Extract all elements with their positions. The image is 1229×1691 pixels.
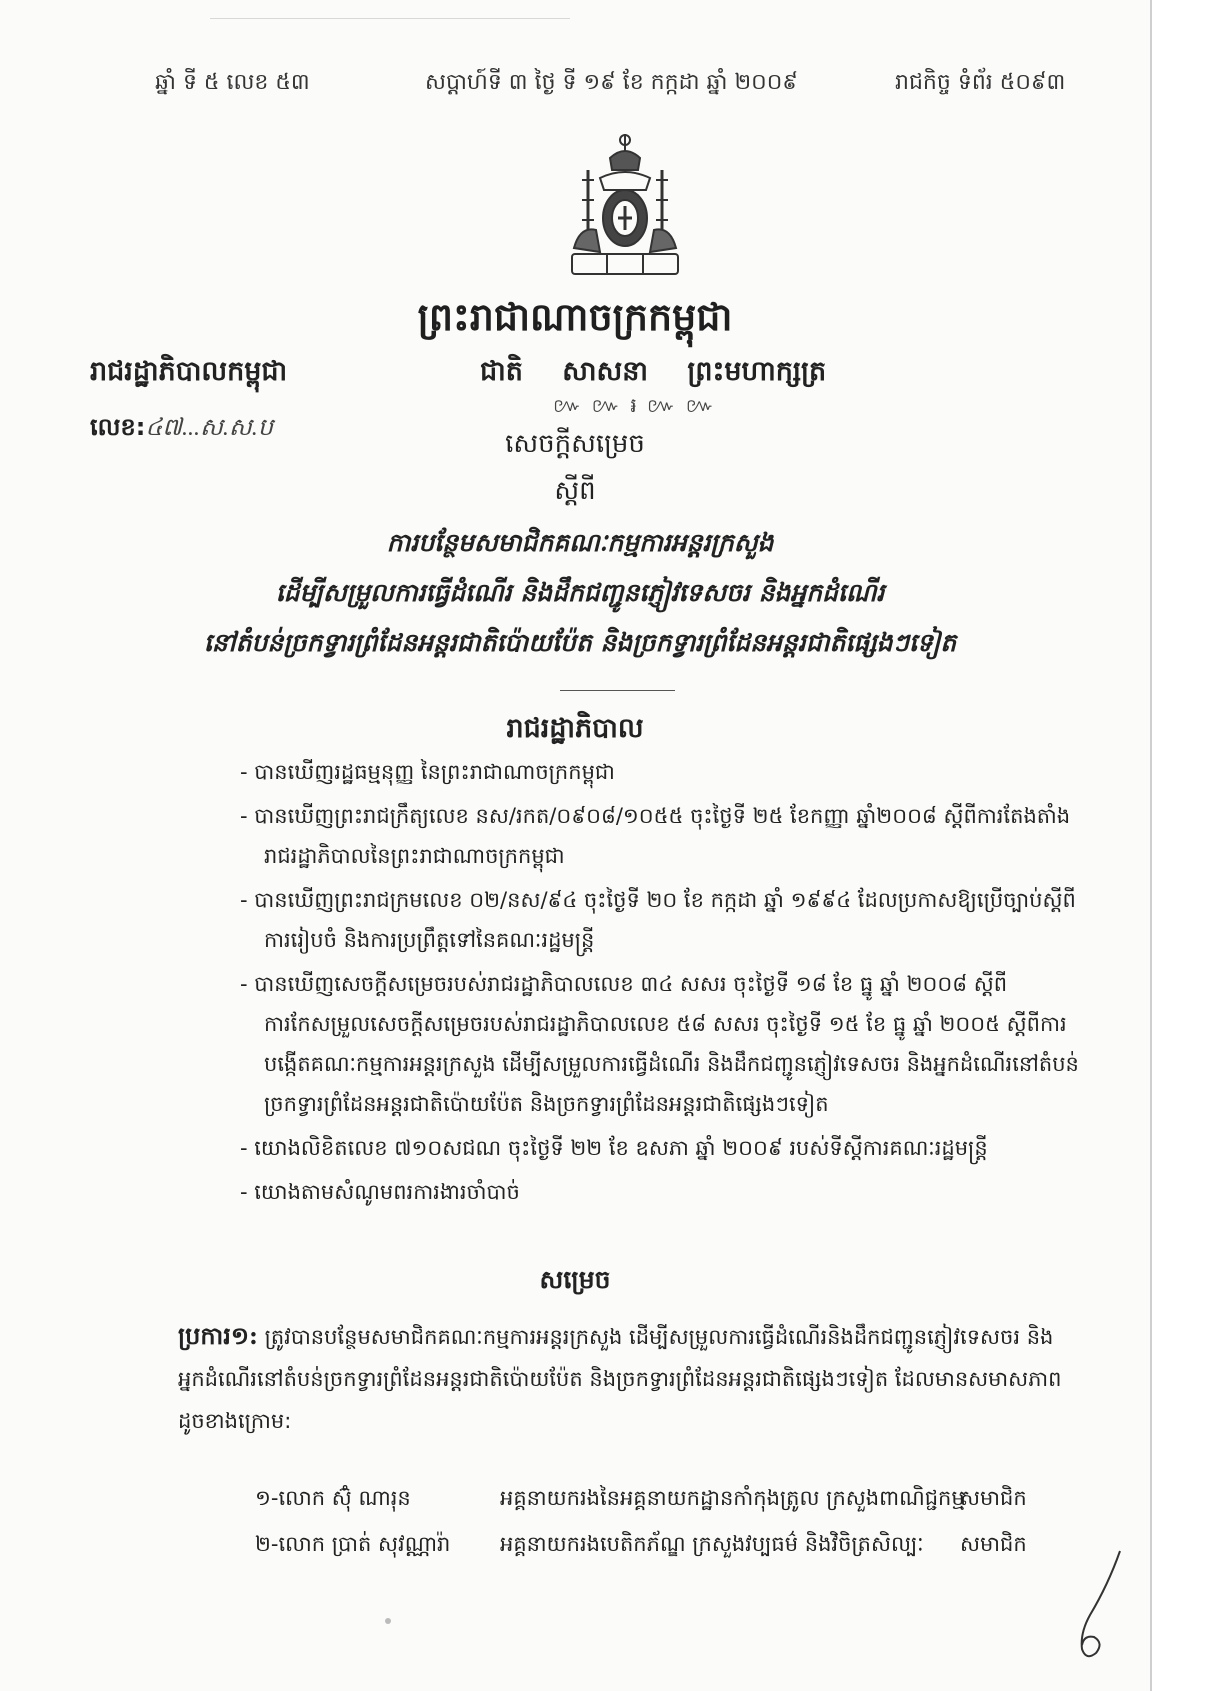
decision-title-line-1: ការបន្ថែមសមាជិកគណៈកម្មការអន្តរក្រសួង (386, 528, 774, 557)
article-1 (178, 1315, 1078, 1442)
document-type: សេចក្តីសម្រេច (505, 429, 645, 459)
member-name: ២-លោក ប្រាត់ សុវណ្ណារ៉ា (255, 1532, 451, 1556)
consideration-item: - យោងលិខិតលេខ ៧១០សជណ ចុះថ្ងៃទី ២២ ខែ ឧសភា ឆ្នាំ ២០០៩ របស់ទីស្តីការគណៈរដ្ឋមន្ត្រី (240, 1136, 988, 1160)
consideration-item: - បានឃើញព្រះរាជក្រមលេខ ០២/នស/៩៤ ចុះថ្ងៃទី ២០ ខែ កក្កដា ឆ្នាំ ១៩៩៤ ដែលប្រកាសឱ្យប្រើច្បាប់ស្តីពីការរៀបចំ និងការប្រព្រឹត្តទៅនៃគណៈរដ្ឋមន្ត្រី (240, 888, 1076, 952)
government-heading: រាជរដ្ឋាភិបាល (506, 713, 644, 744)
handwritten-initial-icon (1060, 1545, 1130, 1665)
member-position: អគ្គនាយករងនៃអគ្គនាយកដ្ឋានកាំកុងត្រូល ក្រសួងពាណិជ្ជកម្ម (500, 1486, 965, 1510)
consideration-item: - បានឃើញរដ្ឋធម្មនុញ្ញ នៃព្រះរាជាណាចក្រកម្ពុជា (240, 760, 615, 784)
gazette-page-number: រាជកិច្ច ទំព័រ ៥០៩៣ (895, 70, 1066, 95)
decision-title-line-3: នៅតំបន់ច្រកទ្វារព្រំដែនអន្តរជាតិប៉ោយប៉ែត និងច្រកទ្វារព្រំដែនអន្តរជាតិផ្សេងៗទៀត (203, 628, 957, 657)
consideration-item: - យោងតាមសំណូមពរការងារចាំបាច់ (240, 1180, 520, 1204)
about-label: ស្តីពី (554, 476, 596, 506)
article-1-text: ត្រូវបានបន្ថែមសមាជិកគណៈកម្មការអន្តរក្រសួង ដើម្បីសម្រួលការធ្វើដំណើរនិងដឹកជញ្ជូនភ្ញៀវទេសចរ និងអ្នកដំណើរនៅតំបន់ច្រកទ្វារព្រំដែនអន្តរជាតិប៉ោយប៉ែត និងច្រកទ្វារព្រំដែនអន្តរជាតិផ្សេងៗទៀត ដែលមានសមាសភាព ដូចខាងក្រោម: (178, 1325, 1062, 1433)
member-name: ១-លោក ស៊ុំ ណារុន (255, 1486, 411, 1510)
decision-title-line-2: ដើម្បីសម្រួលការធ្វើដំណើរ និងដឹកជញ្ជូនភ្ញៀវទេសចរ និងអ្នកដំណើរ (275, 578, 885, 607)
scan-line (210, 18, 570, 19)
article-1-label: ប្រការ១: (178, 1321, 258, 1350)
member-row (255, 1531, 1075, 1577)
issuer-name: រាជរដ្ឋាភិបាលកម្ពុជា (90, 356, 288, 387)
member-row (255, 1485, 1075, 1531)
kingdom-title: ព្រះរាជាណាចក្រកម្ពុជា (417, 294, 733, 339)
consideration-item: - បានឃើញសេចក្តីសម្រេចរបស់រាជរដ្ឋាភិបាលលេខ ៣៤ សសរ ចុះថ្ងៃទី ១៨ ខែ ធ្នូ ឆ្នាំ ២០០៨ ស្តីពីការកែសម្រួលសេចក្តីសម្រេចរបស់រាជរដ្ឋាភិបាលលេខ ៥៨ សសរ ចុះថ្ងៃទី ១៥ ខែ ធ្នូ ឆ្នាំ ២០០៥ ស្តីពីការបង្កើតគណៈកម្មការអន្តរក្រសួង ដើម្បីសម្រួលការធ្វើដំណើរ និងដឹកជញ្ជូនភ្ញៀវទេសចរ និងអ្នកដំណើរនៅតំបន់ច្រកទ្វារព្រំដែនអន្តរជាតិប៉ោយប៉ែត និងច្រកទ្វារព្រំដែនអន្តរជាតិផ្សេងៗទៀត (240, 972, 1079, 1116)
member-role: សមាជិក (960, 1486, 1027, 1510)
members-list (255, 1485, 1075, 1577)
motto-ornament: ៚ ៚ ៛ ៚ ៚ (553, 393, 717, 417)
national-motto: ជាតិ សាសនា ព្រះមហាក្សត្រ (480, 356, 827, 387)
member-role: សមាជិក (960, 1532, 1027, 1556)
title-divider (560, 690, 675, 691)
gazette-header (155, 68, 1075, 108)
gazette-year-issue: ឆ្នាំ ទី ៥ លេខ ៥៣ (155, 70, 310, 95)
member-position: អគ្គនាយករងបេតិកភ័ណ្ឌ ក្រសួងវប្បធម៌ និងវិចិត្រសិល្បៈ (500, 1532, 924, 1556)
royal-coat-of-arms-icon (560, 130, 690, 280)
number-value: ៤៧...ស.ស.ប (145, 415, 273, 441)
gazette-week-date: សប្តាហ៍ទី ៣ ថ្ងៃ ទី ១៩ ខែ កក្កដា ឆ្នាំ ២០០៩ (425, 70, 798, 95)
decides-heading: សម្រេច (539, 1265, 611, 1294)
scan-speck (385, 1618, 391, 1624)
consideration-item: - បានឃើញព្រះរាជក្រឹត្យលេខ នស/រកត/០៩០៨/១០៥៥ ចុះថ្ងៃទី ២៥ ខែកញ្ញា ឆ្នាំ២០០៨ ស្តីពីការតែងតាំងរាជរដ្ឋាភិបាលនៃព្រះរាជាណាចក្រកម្ពុជា (240, 804, 1071, 868)
considerations-list (240, 752, 1090, 1216)
number-label: លេខ: (90, 413, 146, 441)
